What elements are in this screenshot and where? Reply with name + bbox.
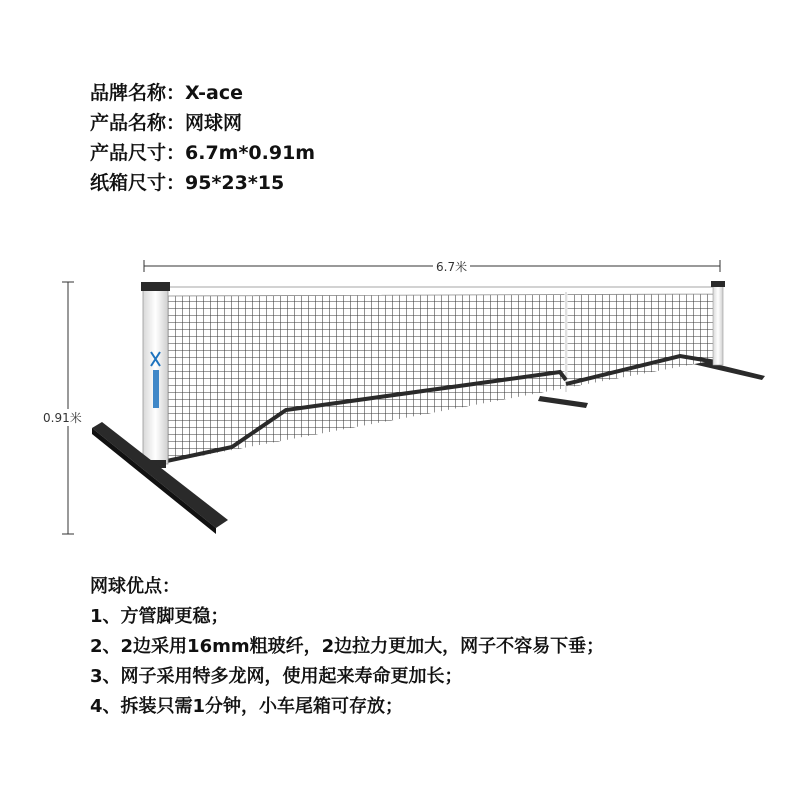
- spec-label: 纸箱尺寸：: [90, 172, 186, 194]
- center-base-foot: [538, 396, 588, 408]
- spec-label: 产品名称：: [90, 112, 186, 134]
- advantage-item: 2、2边采用16mm粗玻纤，2边拉力更加大，网子不容易下垂；: [90, 636, 605, 657]
- spec-label: 产品尺寸：: [90, 142, 186, 164]
- advantages-section: [90, 572, 604, 722]
- spec-value: X-ace: [185, 82, 243, 104]
- advantage-item: 3、网子采用特多龙网，使用起来寿命更加长；: [90, 666, 463, 687]
- net-headband: [166, 287, 720, 296]
- spec-value: 网球网: [185, 112, 243, 134]
- advantages-title: 网球优点：: [90, 576, 180, 597]
- height-dimension-line: [62, 282, 74, 534]
- height-dimension-label: 0.91米: [43, 411, 82, 425]
- right-post: [711, 281, 725, 365]
- spec-value: 6.7m*0.91m: [185, 142, 316, 164]
- advantage-item: 1、方管脚更稳；: [90, 606, 229, 627]
- width-dimension-line: [144, 260, 720, 272]
- advantage-item: 4、拆装只需1分钟，小车尾箱可存放；: [90, 696, 404, 717]
- spec-value: 95*23*15: [185, 172, 285, 194]
- spec-label: 品牌名称：: [90, 82, 186, 104]
- width-dimension-label: 6.7米: [433, 258, 470, 275]
